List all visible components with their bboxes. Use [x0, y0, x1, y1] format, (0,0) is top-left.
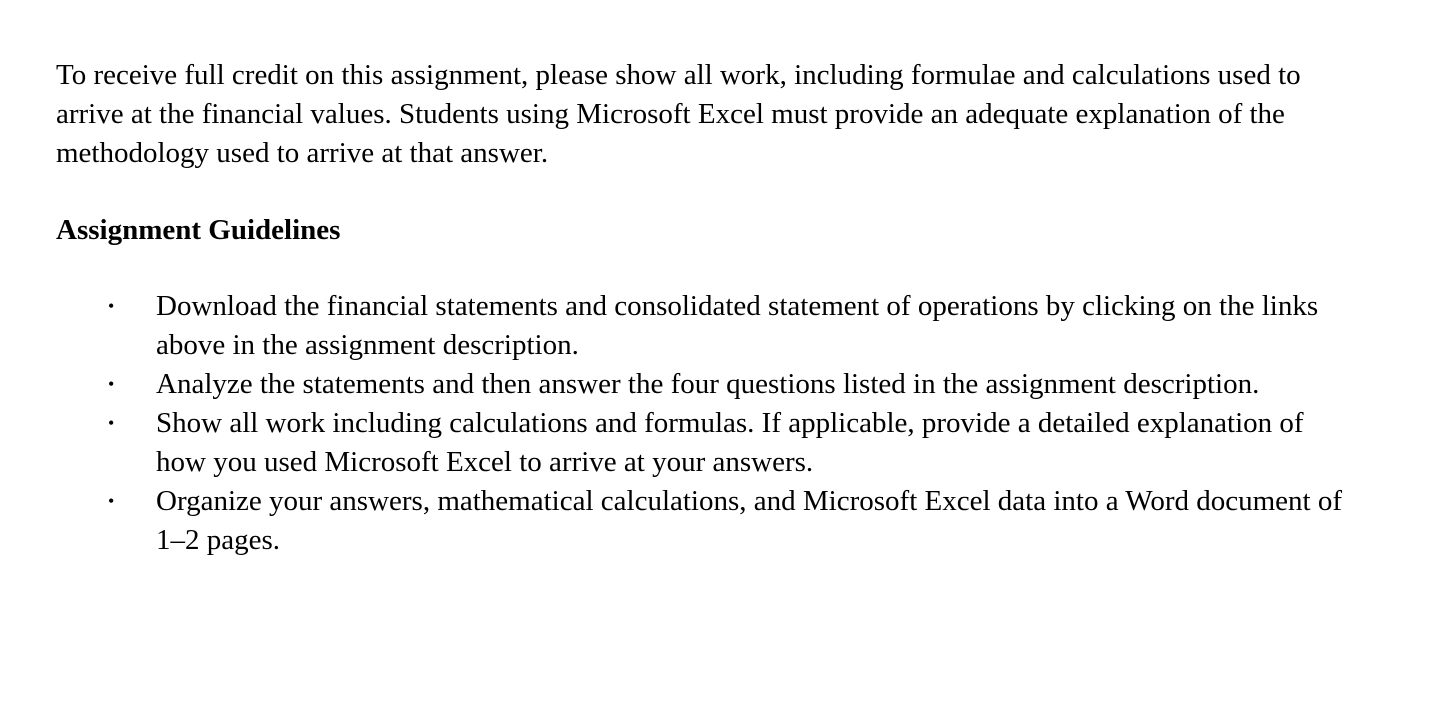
list-item [56, 482, 1356, 560]
list-item [56, 404, 1356, 482]
list-item [56, 287, 1356, 365]
list-item [56, 365, 1356, 404]
guidelines-list [56, 287, 1396, 560]
section-heading: Assignment Guidelines [56, 214, 341, 246]
bullet-icon: • [108, 374, 115, 394]
guideline-text: Download the financial statements and consolidated statement of operations by clicking on the links above in the assignment description. [156, 290, 1319, 361]
bullet-icon: • [108, 491, 115, 511]
bullet-icon: • [108, 413, 115, 433]
guideline-text: Analyze the statements and then answer the four questions listed in the assignment description. [156, 368, 1260, 400]
document-page [56, 56, 1396, 560]
guideline-text: Organize your answers, mathematical calculations, and Microsoft Excel data into a Word document of 1–2 pages. [156, 485, 1343, 556]
guideline-text: Show all work including calculations and formulas. If applicable, provide a detailed explanation of how you used Microsoft Excel to arrive at your answers. [156, 407, 1304, 478]
bullet-icon: • [108, 296, 115, 316]
intro-paragraph: To receive full credit on this assignment, please show all work, including formulae and calculations used to arrive at the financial values. Students using Microsoft Excel must provide an adequate explanation of the methodology used to arrive at that answer. [56, 59, 1301, 169]
